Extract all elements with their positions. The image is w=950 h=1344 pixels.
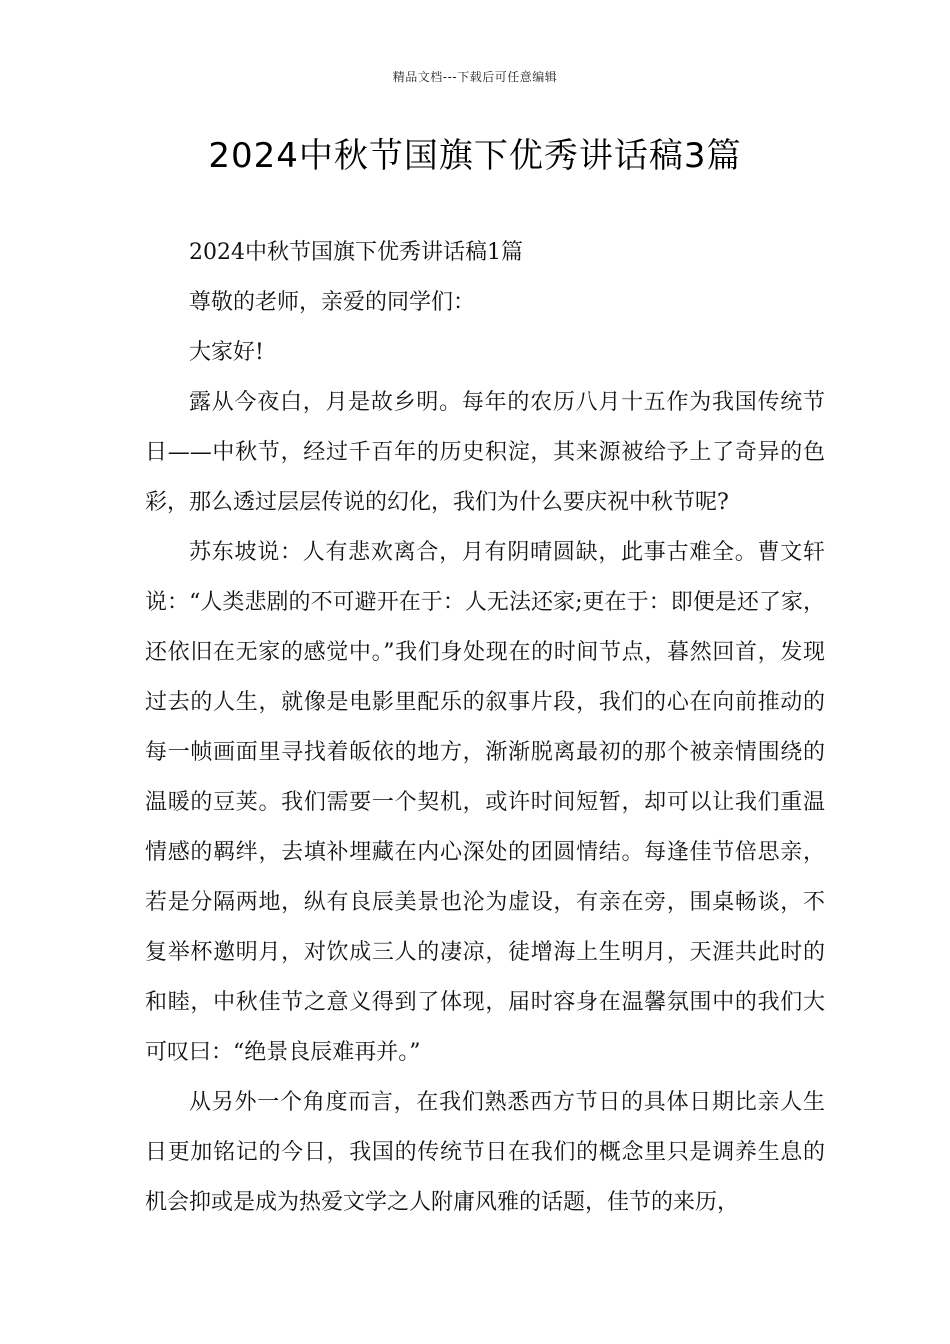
paragraph-salutation: 尊敬的老师，亲爱的同学们： — [189, 290, 476, 315]
paragraph-body: 从另外一个角度而言，在我们熟悉西方节日的具体日期比亲人生日更加铭记的今日，我国的传统节日在我们的概念里只是调养生息的机会抑或是成为热爱文学之人附庸风雅的话题，佳节的来历， — [145, 1090, 825, 1215]
document-body — [145, 228, 825, 1228]
paragraph-greeting: 大家好! — [189, 340, 264, 365]
paragraph-body: 露从今夜白，月是故乡明。每年的农历八月十五作为我国传统节日——中秋节，经过千百年的历史积淀，其来源被给予上了奇异的色彩，那么透过层层传说的幻化，我们为什么要庆祝中秋节呢? — [145, 390, 825, 515]
paragraph-body: 苏东坡说：人有悲欢离合，月有阴晴圆缺，此事古难全。曹文轩说：“人类悲剧的不可避开在于：人无法还家;更在于：即便是还了家，还依旧在无家的感觉中。”我们身处现在的时间节点，暮然回首，发现过去的人生，就像是电影里配乐的叙事片段，我们的心在向前推动的每一帧画面里寻找着皈依的地方，渐渐脱离最初的那个被亲情围绕的温暖的豆荚。我们需要一个契机，或许时间短暂，却可以让我们重温情感的羁绊，去填补埋藏在内心深处的团圆情结。每逢佳节倍思亲，若是分隔两地，纵有良辰美景也沦为虚设，有亲在旁，围桌畅谈，不复举杯邀明月，对饮成三人的凄凉，徒增海上生明月，天涯共此时的和睦，中秋佳节之意义得到了体现，届时容身在温馨氛围中的我们大可叹曰：“绝景良辰难再并。” — [145, 540, 825, 1065]
document-title: 2024中秋节国旗下优秀讲话稿3篇 — [208, 136, 742, 176]
header-note: 精品文档---下载后可任意编辑 — [392, 70, 558, 84]
paragraph-subtitle: 2024中秋节国旗下优秀讲话稿1篇 — [189, 240, 523, 265]
